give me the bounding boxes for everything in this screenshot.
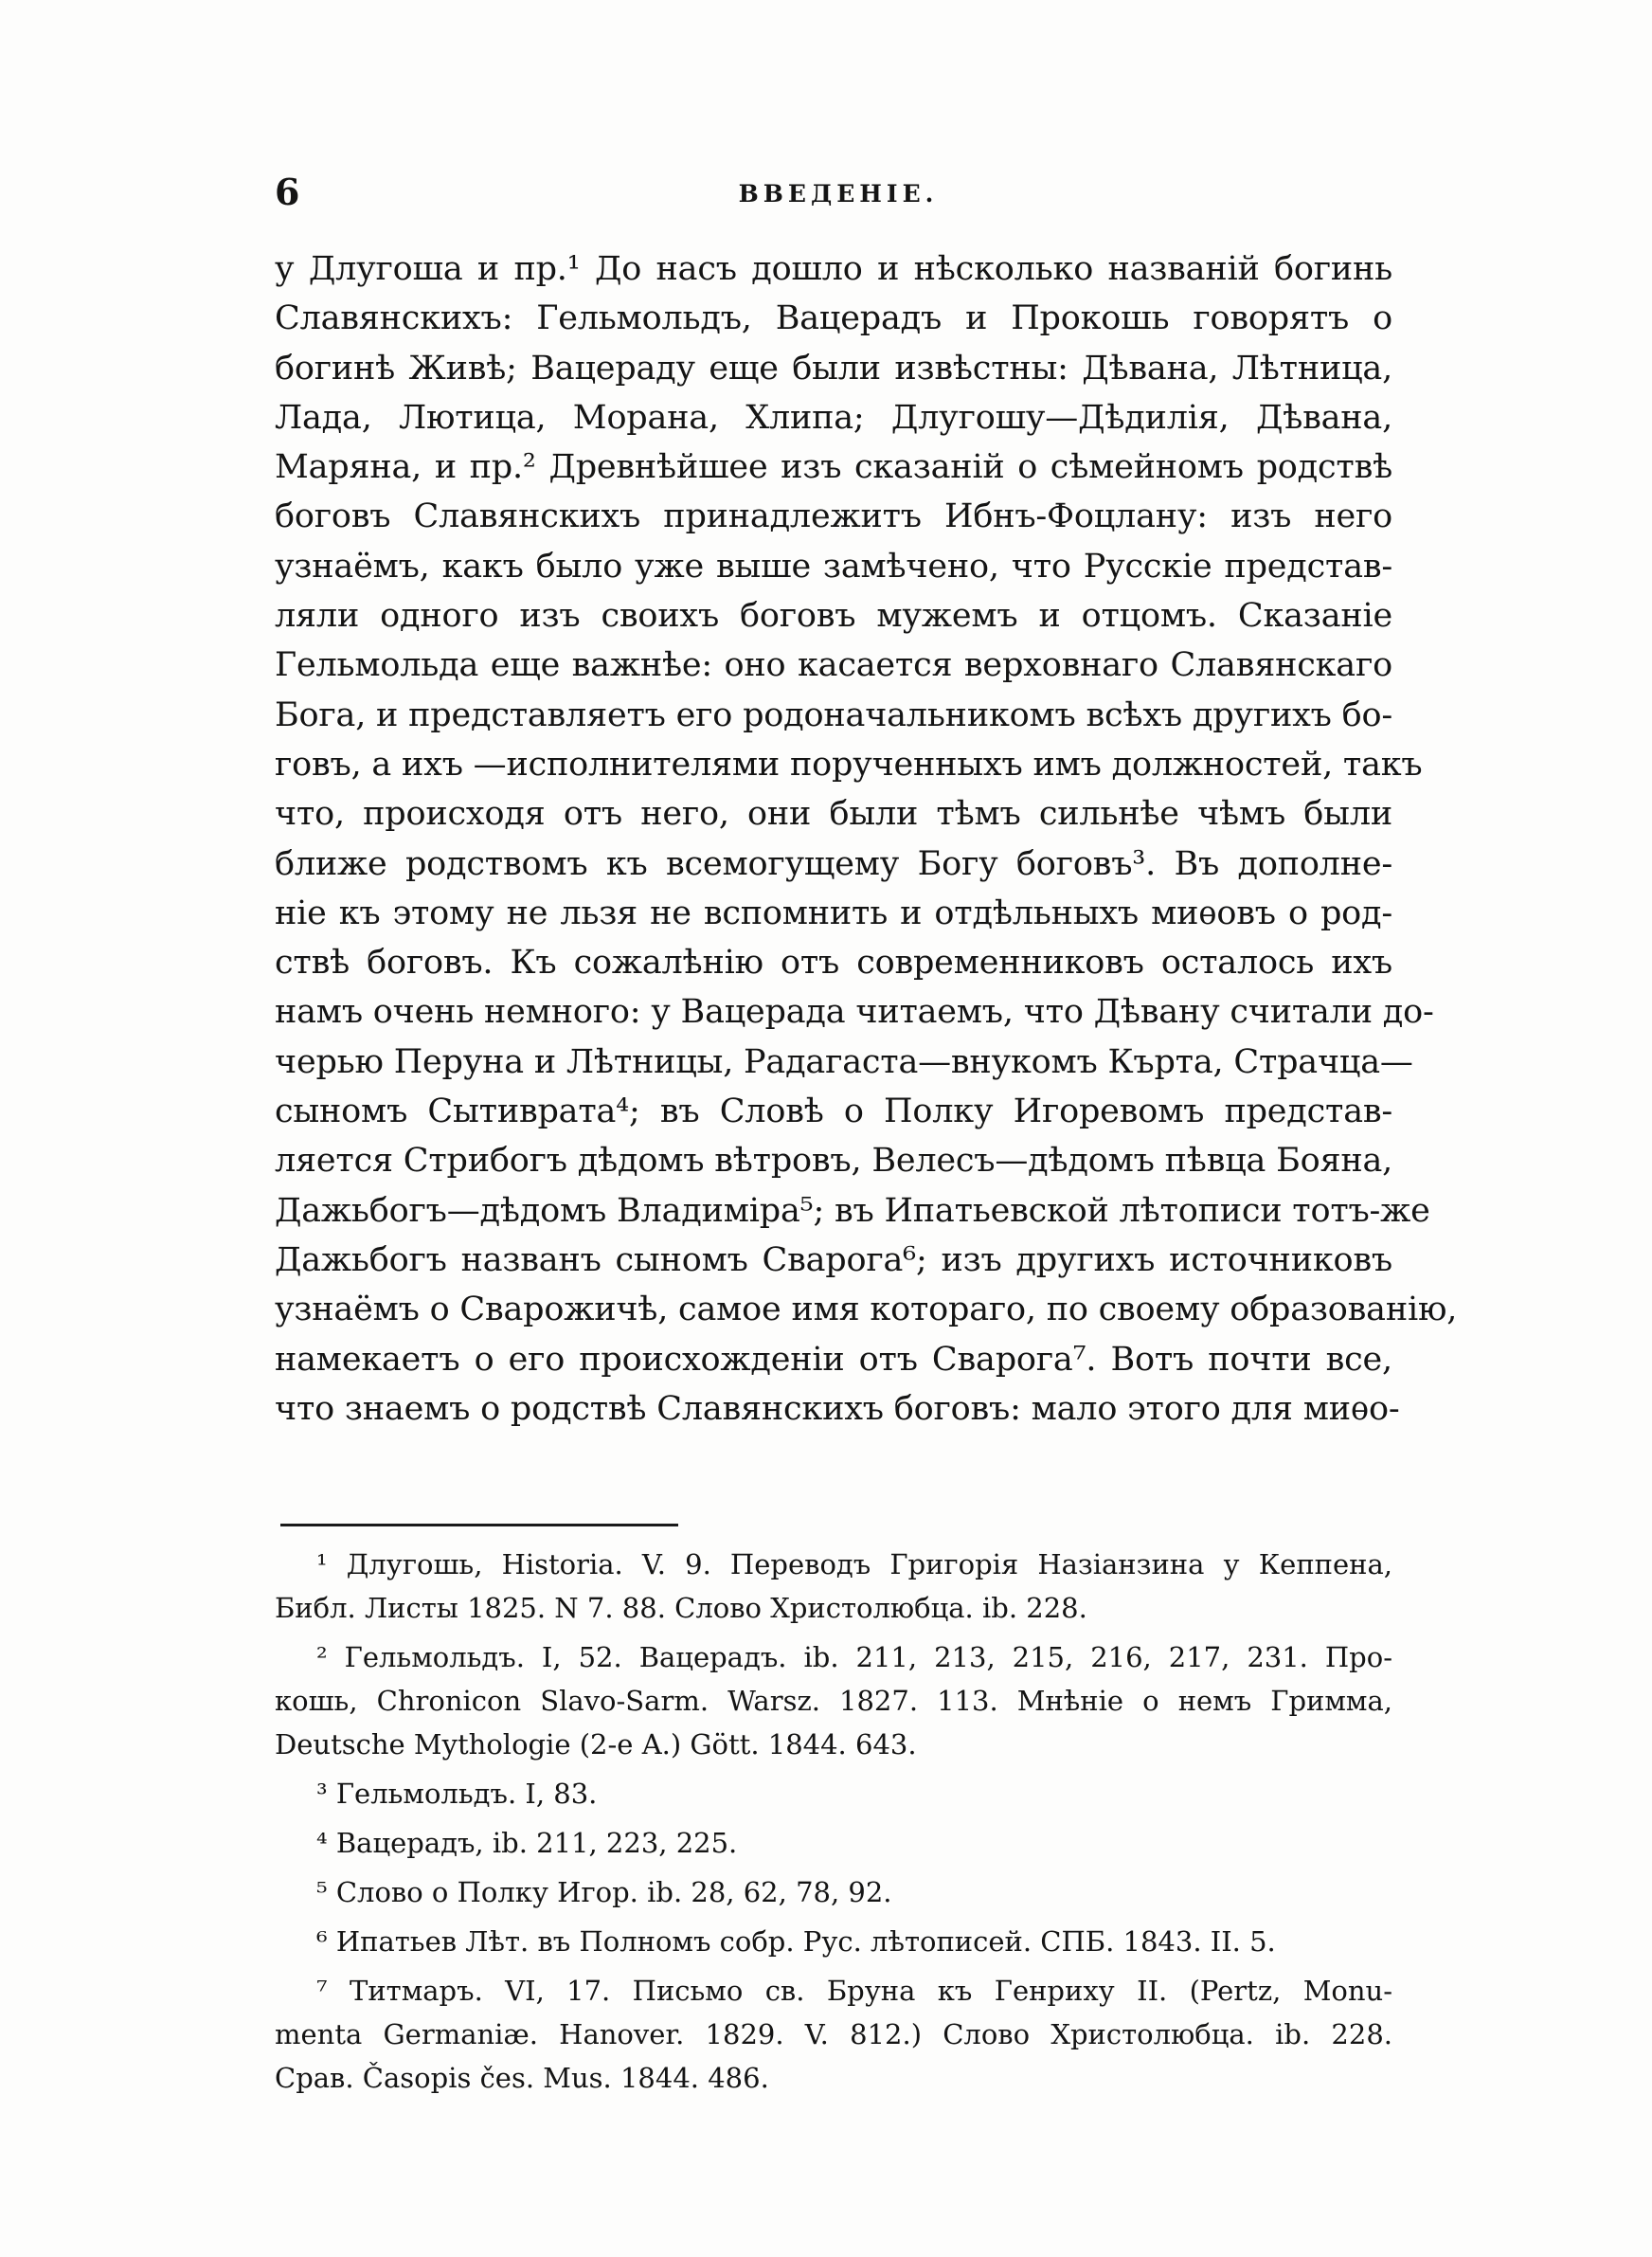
text-line: намекаетъ о его происхожденіи отъ Сварога⁷. Вотъ почти все, [275, 1340, 1392, 1379]
page-header [275, 169, 1402, 216]
footnote-line: ³ Гельмольдъ. I, 83. [316, 1778, 598, 1810]
text-line: Бога, и представляетъ его родоначальникомъ всѣхъ другихъ бо- [275, 695, 1392, 734]
text-line: Славянскихъ: Гельмольдъ, Вацерадъ и Прокошь говорятъ о [275, 299, 1392, 338]
page-number: 6 [275, 171, 300, 213]
text-line: узнаёмъ о Сварожичѣ, самое имя котораго, по своему образованію, [275, 1291, 1458, 1329]
text-line: Лада, Лютица, Морана, Хлипа; Длугошу—Дѣдилія, Дѣвана, [275, 398, 1392, 437]
footnote-line: ¹ Длугошь, Historia. V. 9. Переводъ Григорія Назіанзина у Кеппена, [316, 1548, 1392, 1580]
text-line: Маряна, и пр.² Древнѣйшее изъ сказаній о сѣмейномъ родствѣ [275, 448, 1392, 487]
footnote-6 [275, 1920, 1392, 1963]
text-line: боговъ Славянскихъ принадлежитъ Ибнъ-Фоцлану: изъ него [275, 497, 1392, 536]
text-line: что знаемъ о родствѣ Славянскихъ боговъ: мало этого для миѳо- [275, 1389, 1400, 1428]
footnote-3 [275, 1772, 1392, 1815]
text-line: черью Перуна и Лѣтницы, Радагаста—внукомъ Кърта, Страчца— [275, 1042, 1413, 1081]
text-line: богинѣ Живѣ; Вацераду еще были извѣстны: Дѣвана, Лѣтница, [275, 349, 1392, 388]
footnote-line: ² Гельмольдъ. I, 52. Вацерадъ. ib. 211, 213, 215, 216, 217, 231. Про- [316, 1641, 1392, 1673]
text-line: Гельмольда еще важнѣе: оно касается верховнаго Славянскаго [275, 646, 1392, 685]
footnote-line: ⁵ Слово о Полку Игор. ib. 28, 62, 78, 92. [316, 1876, 892, 1908]
footnote-line: Библ. Листы 1825. N 7. 88. Слово Христолюбца. ib. 228. [275, 1592, 1087, 1624]
footnote-line: ⁶ Ипатьев Лѣт. въ Полномъ собр. Рус. лѣтописей. СПБ. 1843. II. 5. [316, 1925, 1276, 1958]
text-line: говъ, а ихъ —исполнителями порученныхъ имъ должностей, такъ [275, 745, 1423, 784]
text-line: ближе родствомъ къ всемогущему Богу боговъ³. Въ дополне- [275, 844, 1392, 883]
text-line: что, происходя отъ него, они были тѣмъ сильнѣе чѣмъ были [275, 795, 1392, 834]
footnote-4 [275, 1821, 1392, 1865]
main-text [275, 244, 1458, 1434]
text-line: ніе къ этому не льзя не вспомнить и отдѣльныхъ миѳовъ о род- [275, 894, 1392, 932]
text-line: ствѣ боговъ. Къ сожалѣнію отъ современниковъ осталось ихъ [275, 944, 1392, 983]
running-title: ВВЕДЕНІЕ. [738, 180, 939, 208]
footnote-2 [275, 1635, 1392, 1766]
footnote-line: Deutsche Mythologie (2-е A.) Gött. 1844. 643. [275, 1728, 917, 1760]
footnotes [275, 1543, 1392, 2105]
footnote-5 [275, 1870, 1392, 1914]
text-line: ляли одного изъ своихъ боговъ мужемъ и отцомъ. Сказаніе [275, 597, 1392, 636]
text-line: у Длугоша и пр.¹ До насъ дошло и нѣсколько названій богинь [275, 250, 1392, 288]
text-line: сыномъ Сытиврата⁴; въ Словѣ о Полку Игоревомъ представ- [275, 1092, 1392, 1131]
text-line: Дажьбогъ названъ сыномъ Сварога⁶; изъ другихъ источниковъ [275, 1240, 1392, 1279]
text-line: узнаёмъ, какъ было уже выше замѣчено, что Русскіе представ- [275, 547, 1392, 586]
footnote-7 [275, 1969, 1392, 2100]
text-line: намъ очень немного: у Вацерада читаемъ, что Дѣвану считали до- [275, 993, 1434, 1032]
text-line: Дажьбогъ—дѣдомъ Владиміра⁵; въ Ипатьевской лѣтописи тотъ-же [275, 1191, 1430, 1230]
footnote-line: ⁴ Вацерадъ, ib. 211, 223, 225. [316, 1827, 738, 1859]
footnote-1 [275, 1543, 1392, 1630]
text-line: ляется Стрибогъ дѣдомъ вѣтровъ, Велесъ—дѣдомъ пѣвца Бояна, [275, 1142, 1393, 1181]
footnote-line: Срав. Časopis čes. Mus. 1844. 486. [275, 2062, 769, 2094]
footnote-line: кошь, Chronicon Slavo-Sarm. Warsz. 1827. 113. Мнѣніе о немъ Гримма, [275, 1685, 1392, 1717]
footnote-line: ⁷ Титмаръ. VI, 17. Письмо св. Бруна къ Генриху II. (Pertz, Monu- [316, 1975, 1392, 2007]
footnote-separator [280, 1524, 678, 1526]
footnote-line: menta Germaniæ. Hanover. 1829. V. 812.) Слово Христолюбца. ib. 228. [275, 2018, 1392, 2050]
